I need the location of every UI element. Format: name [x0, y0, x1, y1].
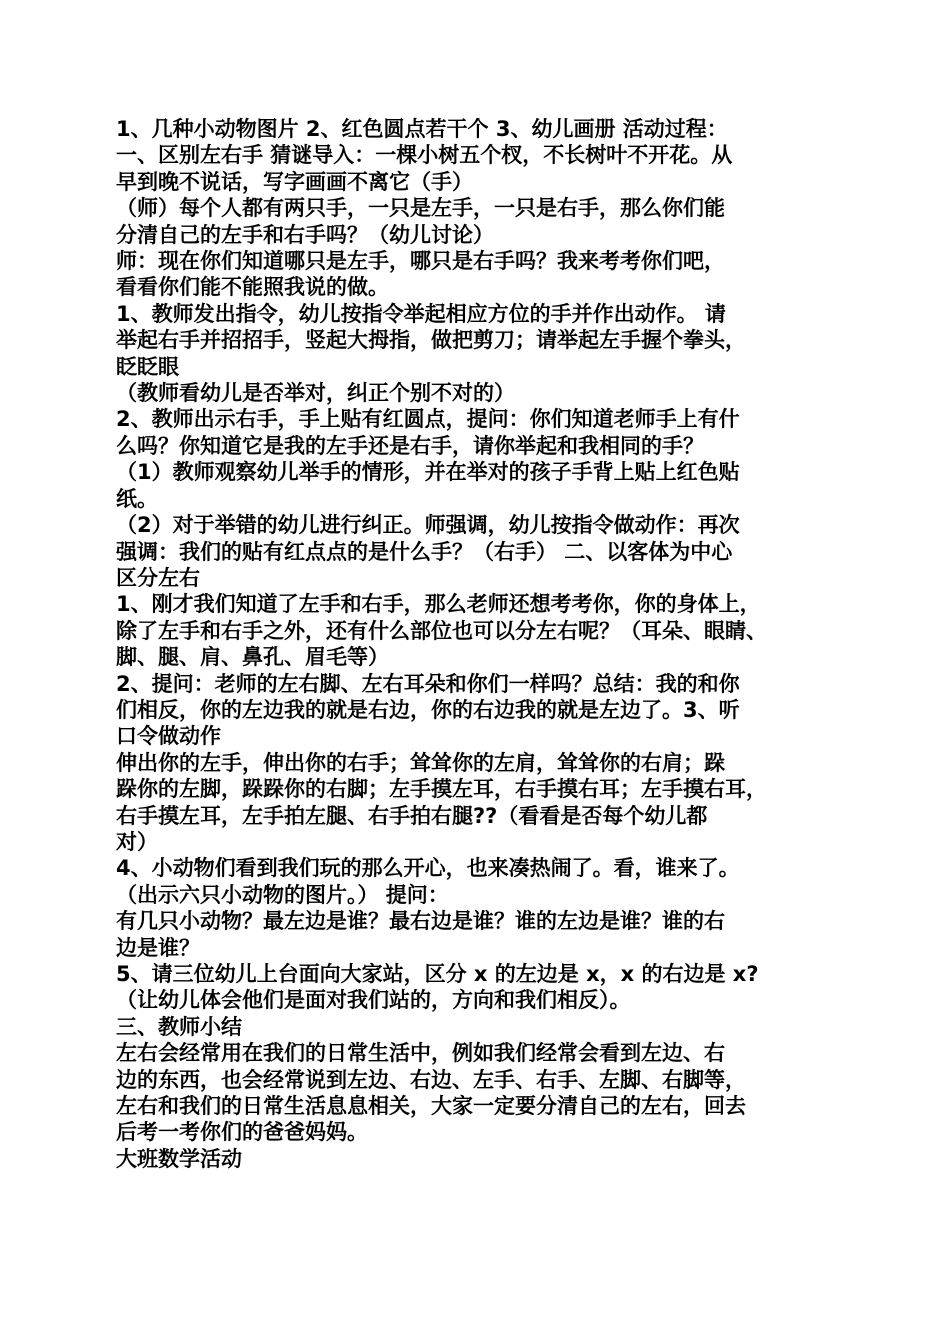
text-line: 三、教师小结 — [116, 1014, 242, 1039]
text-line: 边的东西，也会经常说到左边、右边、左手、右手、左脚、右脚等， — [116, 1067, 746, 1092]
text-line: 后考一考你们的爸爸妈妈。 — [116, 1120, 368, 1145]
text-line: 左右会经常用在我们的日常生活中，例如我们经常会看到左边、右 — [116, 1041, 725, 1066]
text-line: 脚、腿、肩、鼻孔、眉毛等） — [116, 645, 389, 670]
text-line: 5、请三位幼儿上台面向大家站，区分 x 的左边是 x，x 的右边是 x? — [116, 962, 759, 986]
text-line: 伸出你的左手，伸出你的右手；耸耸你的左肩，耸耸你的右肩；跺 — [116, 750, 725, 775]
text-line: （教师看幼儿是否举对，纠正个别不对的） — [116, 381, 515, 406]
text-line: 除了左手和右手之外，还有什么部位也可以分左右呢？（耳朵、眼睛、 — [116, 618, 767, 643]
text-line: 纸。 — [116, 486, 158, 511]
text-line: 1、几种小动物图片 2、红色圆点若干个 3、幼儿画册 活动过程： — [116, 117, 728, 141]
text-line: 眨眨眼 — [116, 354, 179, 379]
text-line: （2）对于举错的幼儿进行纠正。师强调，幼儿按指令做动作：再次 — [116, 513, 740, 538]
text-line: 举起右手并招招手，竖起大拇指，做把剪刀；请举起左手握个拳头， — [116, 328, 746, 353]
text-line: 师：现在你们知道哪只是左手，哪只是右手吗？我来考考你们吧， — [116, 249, 725, 274]
text-line: 4、小动物们看到我们玩的那么开心，也来凑热闹了。看，谁来了。 — [116, 856, 740, 881]
text-line: 么吗？你知道它是我的左手还是右手，请你举起和我相同的手？ — [116, 433, 704, 458]
text-line: （让幼儿体会他们是面对我们站的，方向和我们相反）。 — [116, 988, 631, 1013]
text-line: 强调：我们的贴有红点点的是什么手？（右手） 二、以客体为中心 — [116, 539, 733, 564]
text-line: 一、区别左右手 猜谜导入：一棵小树五个杈，不长树叶不开花。从 — [116, 143, 733, 168]
text-line: （师）每个人都有两只手，一只是左手，一只是右手，那么你们能 — [116, 196, 725, 221]
text-line: 大班数学活动 — [116, 1146, 242, 1171]
text-line: 有几只小动物？最左边是谁？最右边是谁？谁的左边是谁？谁的右 — [116, 909, 725, 934]
text-line: 口令做动作 — [116, 724, 221, 749]
text-line: 分清自己的左手和右手吗？（幼儿讨论） — [116, 222, 494, 247]
text-line: 1、教师发出指令，幼儿按指令举起相应方位的手并作出动作。 请 — [116, 301, 726, 326]
document-body — [116, 116, 851, 1172]
text-line: （1）教师观察幼儿举手的情形，并在举对的孩子手背上贴上红色贴 — [116, 460, 740, 485]
text-line: 跺你的左脚，跺跺你的右脚；左手摸左耳，右手摸右耳；左手摸右耳， — [116, 777, 767, 802]
text-line: 边是谁？ — [116, 935, 200, 960]
text-line: 左右和我们的日常生活息息相关，大家一定要分清自己的左右，回去 — [116, 1094, 746, 1119]
text-line: 区分左右 — [116, 565, 200, 590]
text-line: 们相反，你的左边我的就是右边，你的右边我的就是左边了。3、听 — [116, 697, 740, 722]
text-line: 2、提问：老师的左右脚、左右耳朵和你们一样吗？总结：我的和你 — [116, 671, 740, 696]
text-line: 对） — [116, 829, 158, 854]
text-line: 1、刚才我们知道了左手和右手，那么老师还想考考你，你的身体上， — [116, 592, 761, 617]
text-line: 2、教师出示右手，手上贴有红圆点，提问：你们知道老师手上有什 — [116, 407, 740, 432]
text-line: 右手摸左耳，左手拍左腿、右手拍右腿??（看看是否每个幼儿都 — [116, 803, 708, 828]
text-line: 早到晚不说话，写字画画不离它（手） — [116, 169, 473, 194]
text-line: （出示六只小动物的图片。） 提问： — [116, 882, 449, 907]
text-line: 看看你们能不能照我说的做。 — [116, 275, 389, 300]
